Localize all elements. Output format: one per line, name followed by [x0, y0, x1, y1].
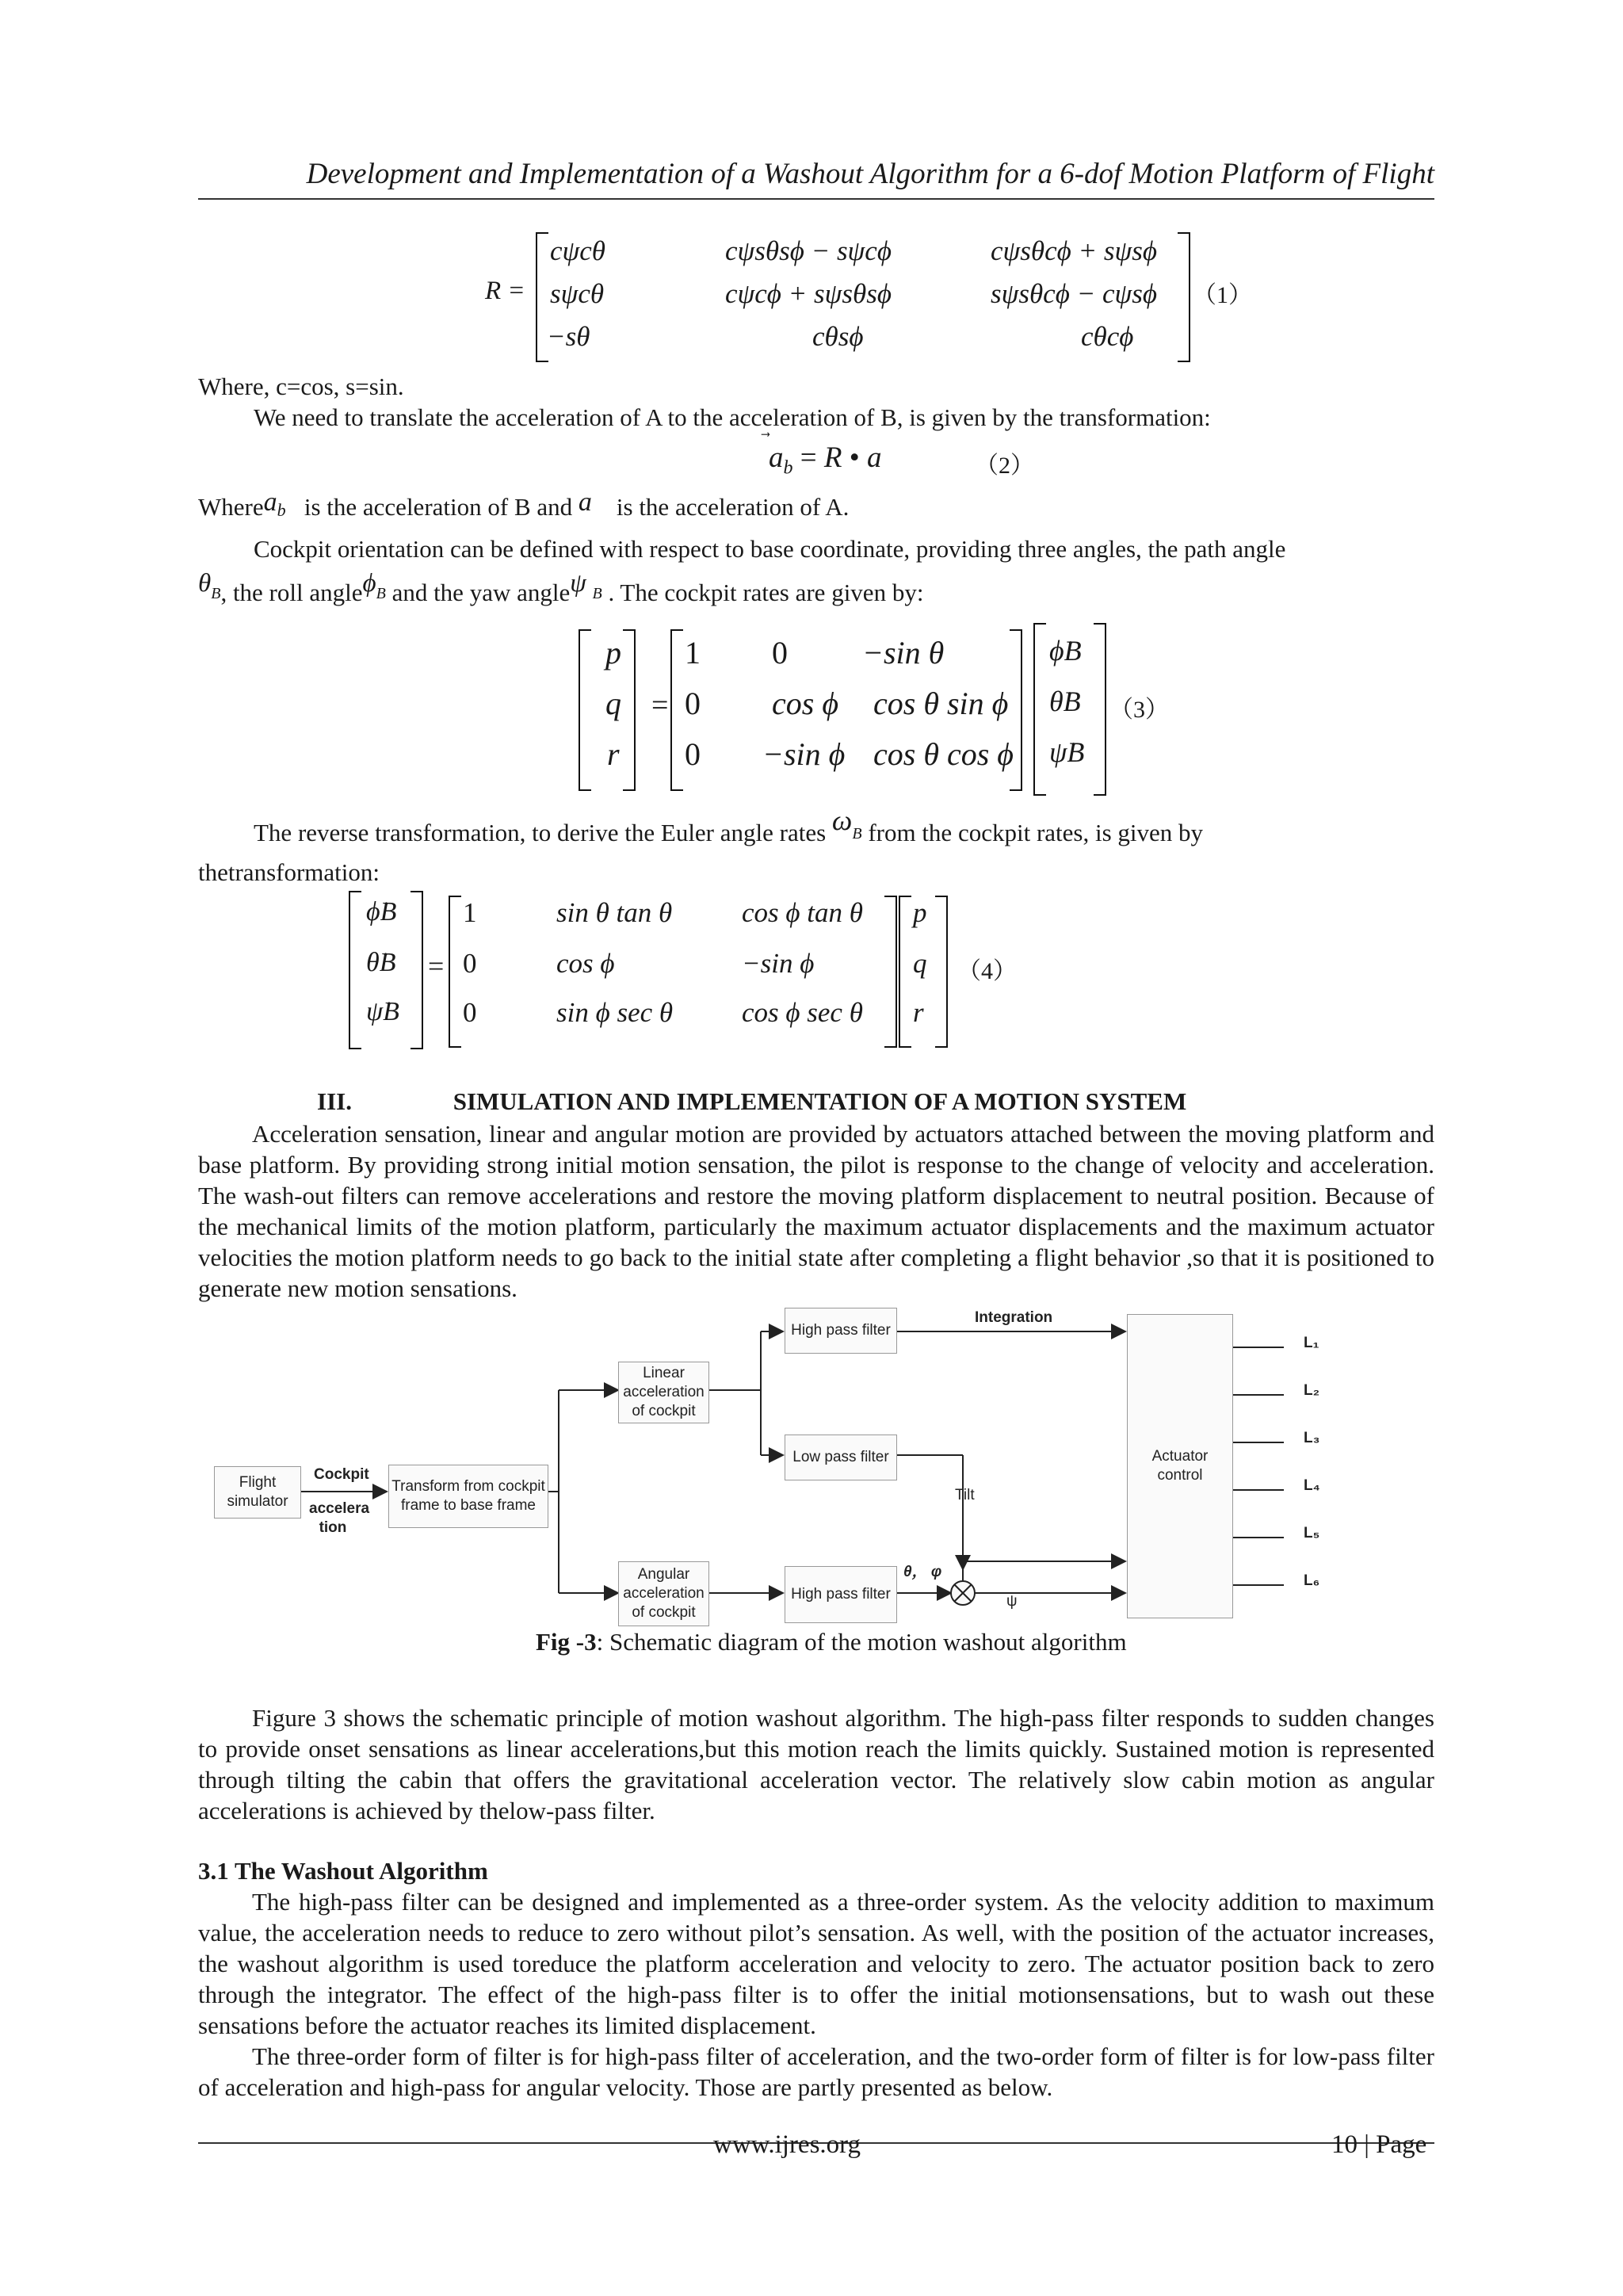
output-l2: L₂ — [1304, 1382, 1320, 1399]
eq4-rhs-bracket-left — [899, 896, 911, 1048]
cockpit-p2: and the yaw angle — [391, 579, 571, 606]
eq4-cell: cos ϕ sec θ — [742, 997, 863, 1028]
figure-3-caption-label: Fig -3 — [536, 1628, 597, 1656]
eq4-cell: −sin ϕ — [742, 948, 815, 979]
psi-label: ψ — [1006, 1593, 1018, 1610]
running-header — [198, 152, 1434, 200]
cockpit-p3: . The cockpit rates are given by: — [608, 579, 924, 606]
running-title: Development and Implementation of a Washout Algorithm for a 6-dof Motion Platform of Flight — [306, 158, 1434, 190]
cockpit-line1: Cockpit orientation can be defined with respect to base coordinate, providing three angles, the path angle — [254, 535, 1286, 563]
where-c-s: Where, c=cos, s=sin. — [198, 372, 404, 400]
eq4-cell: 0 — [463, 948, 477, 979]
eq3-cell: cos θ sin ϕ — [873, 686, 1009, 721]
eq3-lhs-bracket-right — [623, 629, 636, 791]
eq2-number: （2） — [975, 453, 1034, 479]
eq1-cell: sψcθ — [550, 278, 605, 309]
eq4-rhs-bracket-right — [935, 896, 948, 1048]
eq3-lhs-bracket-left — [579, 629, 591, 791]
figure-3-paragraph: Figure 3 shows the schematic principle of motion washout algorithm. The high-pass filter responds to sudden changes to provide onset sensations as linear accelerations,but this motion reach the limits quickly. Sustained motion is represented through tilting the cabin that offers the gravitational acceleration vector. The relatively slow cabin motion as angular accelerations is achieved by thelow-pass filter. — [198, 1704, 1434, 1824]
eq4-lhs-cell: θ̇B — [366, 948, 396, 977]
theta-symbol: θ — [198, 569, 212, 598]
eq4-cell: 0 — [463, 997, 477, 1028]
output-l5: L₅ — [1304, 1525, 1320, 1541]
eq4-number: （4） — [957, 958, 1017, 984]
phi-sub: B — [376, 585, 386, 603]
eq4-rhs-cell: r — [913, 997, 924, 1028]
eq1-bracket-right — [1178, 232, 1190, 362]
eq1-cell: cψsθsϕ − sψcϕ — [725, 235, 892, 266]
eq3-rhs-cell: ϕ̇B — [1049, 635, 1082, 667]
eq4-bracket-right — [884, 896, 897, 1048]
cockpit-line2 — [198, 569, 924, 617]
flight-simulator-box: Flight simulator — [214, 1466, 301, 1519]
eq3-rhs-bracket-left — [1033, 623, 1046, 796]
footer-page: 10 | Page — [1331, 2130, 1427, 2159]
transform-box: Transform from cockpit frame to base frame — [388, 1465, 548, 1528]
eq1-cell: sψsθcϕ − cψsϕ — [991, 278, 1157, 309]
eq4-cell: cos ϕ — [556, 948, 615, 979]
linear-acceleration-box: Linear acceleration of cockpit — [618, 1362, 709, 1423]
eq4-cell: cos ϕ tan θ — [742, 897, 863, 928]
eq3-cell: −sin ϕ — [762, 736, 846, 772]
eq3-lhs-cell: q — [605, 686, 621, 721]
eq3-bracket-right — [1010, 629, 1022, 791]
eq3-number: （3） — [1109, 697, 1169, 723]
section-3-1-paragraph-1: The high-pass filter can be designed and implemented as a three-order system. As the velocity addition to maximum value, the acceleration needs to reduce to zero without pilot’s sensation. As well, with the position of the actuator increases, the washout algorithm is used toreduce the platform acceleration and velocity to zero. The actuator position back to zero through the integrator. The effect of the high-pass filter is to offer the initial motionsensations, but to wash out these sensations before the actuator reaches its limited displacement. — [198, 1888, 1434, 2039]
reverse-text — [254, 804, 1204, 858]
eq3-cell: −sin θ — [862, 635, 945, 670]
low-pass-filter-box: Low pass filter — [785, 1435, 897, 1480]
eq3-cell: cos ϕ — [772, 686, 839, 721]
eq4-rhs-cell: q — [913, 948, 927, 979]
output-l6: L₆ — [1304, 1572, 1320, 1589]
section-3-paragraph: Acceleration sensation, linear and angular motion are provided by actuators attached between the moving platform and base platform. By providing strong initial motion sensation, the pilot is response to the change of velocity and acceleration. The wash-out filters can remove accelerations and restore the moving platform displacement to neutral position. Because of the mechanical limits of the motion platform, particularly the maximum actuator displacements and the maximum actuator velocities the motion platform needs to go back to the initial state after completing a flight behavior ,so that it is positioned to generate new motion sensations. — [198, 1120, 1434, 1302]
reverse-line2: thetransformation: — [198, 858, 380, 886]
eq1-cell: cθcϕ — [1081, 321, 1134, 352]
output-l3: L₃ — [1304, 1430, 1320, 1446]
figure-3-caption — [536, 1626, 1127, 1657]
eq2-expr: $a_b = R$ • a — [769, 441, 882, 479]
section-3-number: III. — [317, 1087, 352, 1115]
eq3-lhs-cell: r — [607, 736, 620, 772]
equation-2 — [769, 441, 1102, 479]
eq3-equals: = — [651, 689, 669, 722]
eq3-cell: 0 — [685, 736, 701, 772]
eq1-cell: cψcϕ + sψsθsϕ — [725, 278, 892, 309]
psi-sub: B — [592, 585, 602, 603]
eq4-cell: 1 — [463, 897, 477, 928]
theta-phi-label: θ， φ — [903, 1564, 942, 1580]
eq4-cell: sin θ tan θ — [556, 897, 673, 928]
eq4-rhs-cell: p — [913, 897, 927, 928]
where-ab-sym2: a — [578, 487, 592, 517]
section-3-1-paragraph-2: The three-order form of filter is for high-pass filter of acceleration, and the two-order form of filter is for low-pass filter of acceleration and high-pass for angular velocity. Those are partly presented as below. — [198, 2042, 1434, 2101]
output-l4: L₄ — [1304, 1477, 1320, 1494]
eq3-cell: 0 — [772, 635, 788, 670]
cockpit-label: Cockpit — [314, 1466, 369, 1483]
equation-4 — [349, 888, 1062, 1054]
eq3-rhs-bracket-right — [1094, 623, 1106, 796]
where-ab-sym1: a — [263, 487, 277, 517]
eq1-cell: cψsθcϕ + sψsϕ — [991, 235, 1157, 266]
where-ab-sub1: b — [277, 500, 286, 521]
omega-sub: B — [852, 825, 862, 843]
reverse-p2: from the cockpit rates, is given by — [868, 819, 1204, 846]
psi-symbol: ψ — [570, 569, 586, 598]
actuator-control-box: Actuator control — [1127, 1314, 1233, 1618]
eq1-lhs: R = — [485, 277, 525, 305]
section-3-1-heading: 3.1 The Washout Algorithm — [198, 1857, 488, 1885]
eq3-cell: 1 — [685, 635, 701, 670]
acceleration-label: accelera tion — [309, 1500, 370, 1536]
tilt-label: Tilt — [955, 1487, 975, 1503]
eq3-cell: cos θ cos ϕ — [873, 736, 1014, 772]
eq4-cell: sin ϕ sec θ — [556, 997, 674, 1028]
equation-1 — [475, 226, 1268, 365]
angular-acceleration-box: Angular acceleration of cockpit — [618, 1561, 709, 1626]
eq4-equals: = — [428, 950, 445, 982]
figure-3-caption-text: : Schematic diagram of the motion washout algorithm — [596, 1628, 1127, 1656]
eq1-cell: cψcθ — [550, 235, 605, 266]
reverse-p1: The reverse transformation, to derive the Euler angle rates — [254, 819, 827, 846]
phi-symbol: ϕ — [362, 569, 376, 598]
eq1-number: （1） — [1193, 282, 1252, 308]
eq3-rhs-cell: ψ̇B — [1049, 736, 1085, 768]
eq3-lhs-cell: p — [605, 635, 621, 670]
eq3-rhs-cell: θ̇B — [1049, 686, 1081, 717]
where-ab-text — [198, 487, 850, 530]
omega-symbol: ω — [831, 804, 853, 836]
equation-3 — [579, 623, 1181, 799]
translate-text: We need to translate the acceleration of A to the acceleration of B, is given by the transformation: — [254, 403, 1211, 431]
section-3-heading — [317, 1087, 1186, 1116]
eq4-lhs-bracket-right — [411, 891, 423, 1049]
eq3-cell: 0 — [685, 686, 701, 721]
eq4-lhs-cell: ψ̇B — [366, 997, 399, 1026]
footer-url: www.ijres.org — [713, 2130, 861, 2159]
eq1-cell: cθsϕ — [812, 321, 864, 352]
eq4-lhs-bracket-left — [349, 891, 361, 1049]
eq4-bracket-left — [449, 896, 461, 1048]
eq4-lhs-cell: ϕ̇B — [366, 897, 397, 926]
high-pass-filter-top-box: High pass filter — [785, 1308, 897, 1354]
where-ab-p3: is the acceleration of A. — [616, 493, 850, 521]
high-pass-filter-bottom-box: High pass filter — [785, 1566, 897, 1623]
where-ab-p1: Where — [198, 493, 264, 521]
output-l1: L₁ — [1304, 1335, 1319, 1351]
where-ab-p2: is the acceleration of B and — [304, 493, 573, 521]
figure-3-diagram — [198, 1308, 1434, 1621]
cockpit-p1: , the roll angle — [220, 579, 363, 606]
theta-sub: B — [211, 585, 221, 603]
section-3-title: SIMULATION AND IMPLEMENTATION OF A MOTION SYSTEM — [453, 1087, 1187, 1115]
integration-label: Integration — [975, 1309, 1053, 1326]
eq1-cell: −sθ — [547, 321, 590, 352]
